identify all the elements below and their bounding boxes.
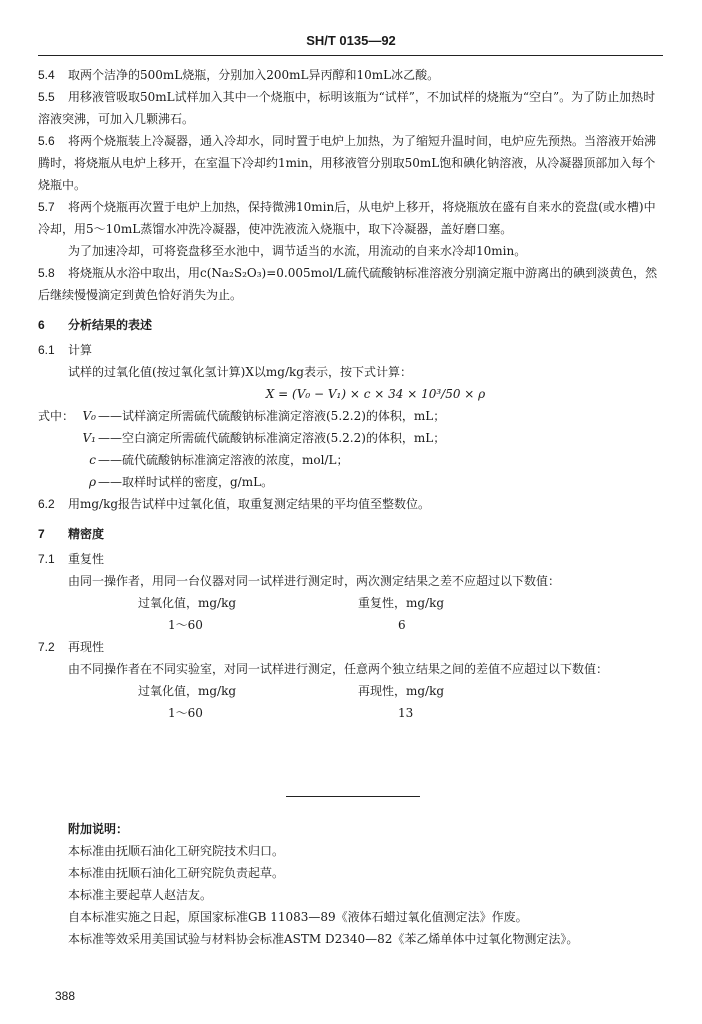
formula: X = (V₀ − V₁) × c × 34 × 10³/50 × ρ — [265, 387, 486, 401]
clause-text: 将两个烧瓶再次置于电炉上加热，保持微沸10min后，从电炉上移开，将烧瓶放在盛有自来水的瓷盘(或水槽)中冷却，用5～10mL蒸馏水冲洗冷凝器，使冲洗液流入烧瓶中，取下冷凝器，盖好磨口塞。 — [38, 200, 656, 236]
calc-intro: 试样的过氧化值(按过氧化氢计算)X以mg/kg表示，按下式计算： — [68, 365, 412, 379]
clause-number: 7.1 — [38, 552, 55, 566]
note-line: 本标准由抚顺石油化工研究院技术归口。 — [68, 844, 285, 858]
clause-5-7 — [38, 196, 663, 240]
symbol: V₀ — [82, 409, 96, 423]
table-cell-value: 13 — [398, 706, 414, 720]
clause-title: 重复性 — [68, 552, 105, 566]
where-label: 式中： — [38, 409, 75, 423]
table-header-repeatability: 重复性，mg/kg — [358, 596, 445, 610]
where-row-v1 — [38, 427, 663, 449]
section-number: 6 — [38, 318, 45, 332]
where-row-v0 — [38, 405, 663, 427]
reproducibility-table — [38, 680, 663, 724]
clause-number: 5.8 — [38, 266, 55, 280]
clause-5-6 — [38, 130, 663, 196]
section-number: 7 — [38, 527, 45, 541]
notes-title: 附加说明： — [68, 822, 129, 836]
table-header-reproducibility: 再现性，mg/kg — [358, 684, 445, 698]
symbol-definition: ——硫代硫酸钠标准滴定溶液的浓度，mol/L； — [98, 453, 349, 467]
note-line: 本标准由抚顺石油化工研究院负责起草。 — [68, 866, 285, 880]
where-row-c — [38, 449, 663, 471]
clause-6-2 — [38, 493, 663, 515]
repeatability-table — [38, 592, 663, 636]
clause-number: 7.2 — [38, 640, 55, 654]
clause-text: 取两个洁净的500mL烧瓶，分别加入200mL异丙醇和10mL冰乙酸。 — [68, 68, 440, 82]
page-number: 388 — [55, 989, 76, 1003]
clause-number: 6.2 — [38, 497, 55, 511]
symbol-definition: ——试样滴定所需硫代硫酸钠标准滴定溶液(5.2.2)的体积，mL； — [98, 409, 446, 423]
symbol-definition: ——取样时试样的密度，g/mL。 — [98, 475, 274, 489]
page-header: SH/T 0135—92 — [306, 33, 396, 48]
where-row-rho — [38, 471, 663, 493]
clause-text: 将两个烧瓶装上冷凝器，通入冷却水，同时置于电炉上加热，为了缩短升温时间，电炉应先预热。当溶液开始沸腾时，将烧瓶从电炉上移开，在室温下冷却约1min，用移液管分别取50mL饱和碘化钠溶液，从冷凝器顶部加入每个烧瓶中。 — [38, 134, 657, 192]
end-rule — [286, 796, 420, 797]
clause-text: 用mg/kg报告试样中过氧化值，取重复测定结果的平均值至整数位。 — [68, 497, 431, 511]
reproducibility-text: 由不同操作者在不同实验室，对同一试样进行测定，任意两个独立结果之间的差值不应超过以下数值： — [68, 662, 609, 676]
section-7-heading — [38, 523, 663, 545]
document-body — [38, 64, 663, 724]
additional-notes — [68, 818, 668, 950]
section-6-heading — [38, 314, 663, 336]
clause-5-5 — [38, 86, 663, 130]
symbol: V₁ — [82, 431, 96, 445]
clause-5-7-note: 为了加速冷却，可将瓷盘移至水池中，调节适当的水流，用流动的自来水冷却10min。 — [68, 244, 527, 258]
note-line: 本标准等效采用美国试验与材料协会标准ASTM D2340—82《苯乙烯单体中过氧化物测定法》。 — [68, 932, 579, 946]
clause-6-1-heading — [38, 339, 663, 361]
table-cell-value: 6 — [398, 618, 406, 632]
clause-number: 6.1 — [38, 343, 55, 357]
table-cell-range: 1～60 — [168, 618, 203, 632]
clause-7-2-heading — [38, 636, 663, 658]
clause-text: 将烧瓶从水浴中取出，用c(Na₂S₂O₃)=0.005mol/L硫代硫酸钠标准溶液分别滴定瓶中游离出的碘到淡黄色，然后继续慢慢滴定到黄色恰好消失为止。 — [38, 266, 658, 302]
header-rule — [38, 55, 663, 56]
repeatability-text: 由同一操作者，用同一台仪器对同一试样进行测定时，两次测定结果之差不应超过以下数值： — [68, 574, 561, 588]
clause-number: 5.4 — [38, 68, 55, 82]
table-cell-range: 1～60 — [168, 706, 203, 720]
table-header-peroxide: 过氧化值，mg/kg — [138, 684, 237, 698]
section-title: 分析结果的表述 — [68, 318, 153, 332]
clause-title: 计算 — [68, 343, 93, 357]
symbol-definition: ——空白滴定所需硫代硫酸钠标准滴定溶液(5.2.2)的体积，mL； — [98, 431, 446, 445]
clause-number: 5.7 — [38, 200, 55, 214]
note-line: 本标准主要起草人赵洁友。 — [68, 888, 213, 902]
symbol: ρ — [88, 475, 96, 489]
clause-number: 5.5 — [38, 90, 55, 104]
section-title: 精密度 — [68, 527, 105, 541]
clause-5-8 — [38, 262, 663, 306]
table-header-peroxide: 过氧化值，mg/kg — [138, 596, 237, 610]
clause-7-1-heading — [38, 548, 663, 570]
clause-number: 5.6 — [38, 134, 55, 148]
clause-title: 再现性 — [68, 640, 105, 654]
note-line: 自本标准实施之日起，原国家标准GB 11083—89《液体石蜡过氧化值测定法》作废。 — [68, 910, 528, 924]
clause-text: 用移液管吸取50mL试样加入其中一个烧瓶中，标明该瓶为“试样”，不加试样的烧瓶为“空白”。为了防止加热时溶液突沸，可加入几颗沸石。 — [38, 90, 656, 126]
symbol: c — [89, 453, 96, 467]
clause-5-4 — [38, 64, 663, 86]
